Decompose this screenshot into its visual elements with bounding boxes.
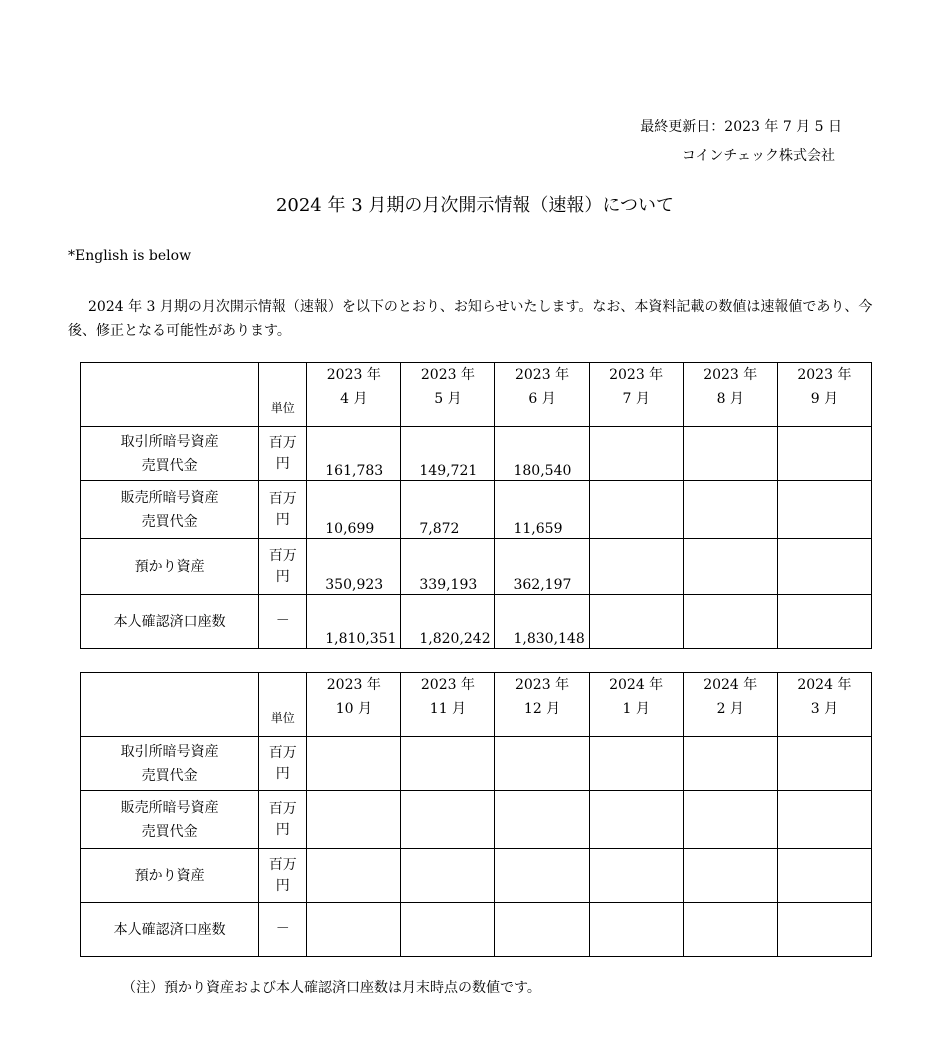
- value-cell: [777, 737, 871, 791]
- value-cell: 180,540: [495, 427, 589, 481]
- unit-cell: [259, 791, 307, 849]
- metric-label-line-1: 取引所暗号資産: [120, 743, 219, 760]
- value-cell: [683, 737, 777, 791]
- value-cell: [683, 849, 777, 903]
- unit-cell: [259, 481, 307, 539]
- value-cell: [683, 539, 777, 595]
- value-cell: 339,193: [401, 539, 495, 595]
- table-row: [81, 427, 872, 481]
- month-header: [683, 673, 777, 737]
- month-header: [307, 673, 401, 737]
- value-cell: [589, 481, 683, 539]
- value-cell: [683, 791, 777, 849]
- month-year: 2023 年: [420, 677, 475, 693]
- metric-label-line-1: 預かり資産: [134, 558, 205, 575]
- unit-line-1: 百万: [268, 800, 297, 817]
- month-month: 7 月: [622, 391, 650, 407]
- value-cell: 362,197: [495, 539, 589, 595]
- value-cell: [401, 903, 495, 957]
- value-cell: [589, 791, 683, 849]
- value-cell: [307, 849, 401, 903]
- metric-label-line-1: 預かり資産: [134, 867, 205, 884]
- value-cell: [777, 595, 871, 649]
- value-cell: 1,810,351: [307, 595, 401, 649]
- value-cell: [683, 595, 777, 649]
- metric-label: [81, 903, 259, 957]
- metric-header-cell: [81, 673, 259, 737]
- value-cell: 1,820,242: [401, 595, 495, 649]
- unit-line-2: 円: [275, 455, 290, 472]
- value-cell: [777, 481, 871, 539]
- value-cell: [307, 903, 401, 957]
- value-cell: [495, 903, 589, 957]
- value-cell: [589, 427, 683, 481]
- value-cell: [589, 737, 683, 791]
- month-year: 2023 年: [797, 367, 852, 383]
- value-cell: [589, 903, 683, 957]
- value-cell: [401, 737, 495, 791]
- unit-line-1: 百万: [268, 490, 297, 507]
- month-header: [401, 673, 495, 737]
- value-cell: [307, 791, 401, 849]
- unit-line-2: 円: [275, 765, 290, 782]
- value-cell: 11,659: [495, 481, 589, 539]
- monthly-table-oct-mar: [80, 672, 872, 957]
- value-cell: [777, 903, 871, 957]
- company-name: コインチェック株式会社: [681, 148, 835, 164]
- monthly-table-apr-sep: [80, 362, 872, 649]
- unit-header: 単位: [259, 673, 307, 737]
- value-cell: [495, 737, 589, 791]
- value-cell: [683, 427, 777, 481]
- metric-label: [81, 539, 259, 595]
- month-year: 2023 年: [326, 677, 381, 693]
- value-cell: 1,830,148: [495, 595, 589, 649]
- metric-label: [81, 737, 259, 791]
- metric-label-line-1: 販売所暗号資産: [120, 799, 219, 816]
- month-month: 12 月: [523, 701, 561, 717]
- month-header: [495, 673, 589, 737]
- value-cell: [495, 791, 589, 849]
- table-header-row: [81, 363, 872, 427]
- metric-label-line-1: 本人確認済口座数: [113, 613, 226, 630]
- value-cell: 161,783: [307, 427, 401, 481]
- unit-cell: [259, 737, 307, 791]
- table-row: [81, 595, 872, 649]
- value-cell: [495, 849, 589, 903]
- month-month: 1 月: [622, 701, 650, 717]
- month-year: 2023 年: [420, 367, 475, 383]
- month-header: [401, 363, 495, 427]
- value-cell: [307, 737, 401, 791]
- value-cell: 350,923: [307, 539, 401, 595]
- month-month: 3 月: [810, 701, 839, 717]
- month-month: 6 月: [528, 391, 556, 407]
- unit-line-1: －: [275, 921, 290, 937]
- month-year: 2024 年: [797, 677, 852, 693]
- unit-line-2: 円: [275, 568, 290, 585]
- table-header-row: [81, 673, 872, 737]
- month-month: 5 月: [434, 391, 462, 407]
- unit-line-1: 百万: [268, 434, 297, 451]
- month-header: [589, 363, 683, 427]
- metric-label: [81, 481, 259, 539]
- month-month: 4 月: [340, 391, 368, 407]
- metric-label-line-1: 本人確認済口座数: [113, 921, 226, 938]
- month-month: 2 月: [716, 701, 744, 717]
- month-month: 10 月: [335, 701, 372, 717]
- metric-label-line-2: 売買代金: [141, 767, 198, 784]
- unit-line-1: －: [275, 613, 290, 629]
- month-month: 9 月: [810, 391, 839, 407]
- metric-label-line-1: 販売所暗号資産: [120, 489, 219, 506]
- table-row: [81, 539, 872, 595]
- unit-cell: [259, 595, 307, 649]
- value-cell: [589, 539, 683, 595]
- value-cell: [683, 903, 777, 957]
- value-cell: 10,699: [307, 481, 401, 539]
- month-header: [777, 363, 871, 427]
- unit-cell: [259, 849, 307, 903]
- month-year: 2023 年: [514, 367, 570, 383]
- value-cell: [777, 427, 871, 481]
- unit-line-1: 百万: [268, 744, 297, 761]
- footnote: （注）預かり資産および本人確認済口座数は月末時点の数値です。: [122, 980, 541, 996]
- table-row: [81, 481, 872, 539]
- unit-line-2: 円: [275, 511, 290, 528]
- month-year: 2023 年: [703, 367, 758, 383]
- unit-line-1: 百万: [268, 856, 297, 873]
- value-cell: [683, 481, 777, 539]
- month-year: 2023 年: [326, 367, 381, 383]
- intro-paragraph: 2024 年 3 月期の月次開示情報（速報）を以下のとおり、お知らせいたします。なお、本資料記載の数値は速報値であり、今後、修正となる可能性があります。: [68, 299, 873, 339]
- table-row: [81, 903, 872, 957]
- month-year: 2023 年: [514, 677, 570, 693]
- english-note: *English is below: [68, 248, 192, 264]
- unit-line-2: 円: [275, 821, 290, 838]
- table-row: [81, 791, 872, 849]
- month-year: 2024 年: [609, 677, 664, 693]
- value-cell: 149,721: [401, 427, 495, 481]
- metric-label: [81, 595, 259, 649]
- month-header: [589, 673, 683, 737]
- last-updated-date: 最終更新日：2023 年 7 月 5 日: [640, 119, 842, 135]
- unit-cell: [259, 539, 307, 595]
- metric-label: [81, 849, 259, 903]
- month-year: 2023 年: [609, 367, 664, 383]
- month-month: 8 月: [716, 391, 744, 407]
- metric-label-line-2: 売買代金: [141, 823, 198, 840]
- metric-label: [81, 427, 259, 481]
- unit-line-1: 百万: [268, 547, 297, 564]
- metric-label-line-2: 売買代金: [141, 457, 198, 474]
- month-header: [307, 363, 401, 427]
- value-cell: [777, 849, 871, 903]
- value-cell: 7,872: [401, 481, 495, 539]
- table-row: [81, 737, 872, 791]
- metric-header-cell: [81, 363, 259, 427]
- value-cell: [589, 849, 683, 903]
- table-row: [81, 849, 872, 903]
- unit-header: 単位: [259, 363, 307, 427]
- month-header: [777, 673, 871, 737]
- month-header: [495, 363, 589, 427]
- month-month: 11 月: [429, 701, 467, 717]
- metric-label: [81, 791, 259, 849]
- value-cell: [589, 595, 683, 649]
- value-cell: [777, 539, 871, 595]
- page-title: 2024 年 3 月期の月次開示情報（速報）について: [275, 195, 675, 216]
- value-cell: [401, 849, 495, 903]
- unit-cell: [259, 903, 307, 957]
- month-header: [683, 363, 777, 427]
- unit-cell: [259, 427, 307, 481]
- month-year: 2024 年: [703, 677, 758, 693]
- unit-line-2: 円: [275, 877, 290, 894]
- value-cell: [777, 791, 871, 849]
- metric-label-line-1: 取引所暗号資産: [120, 433, 219, 450]
- value-cell: [401, 791, 495, 849]
- metric-label-line-2: 売買代金: [141, 513, 198, 530]
